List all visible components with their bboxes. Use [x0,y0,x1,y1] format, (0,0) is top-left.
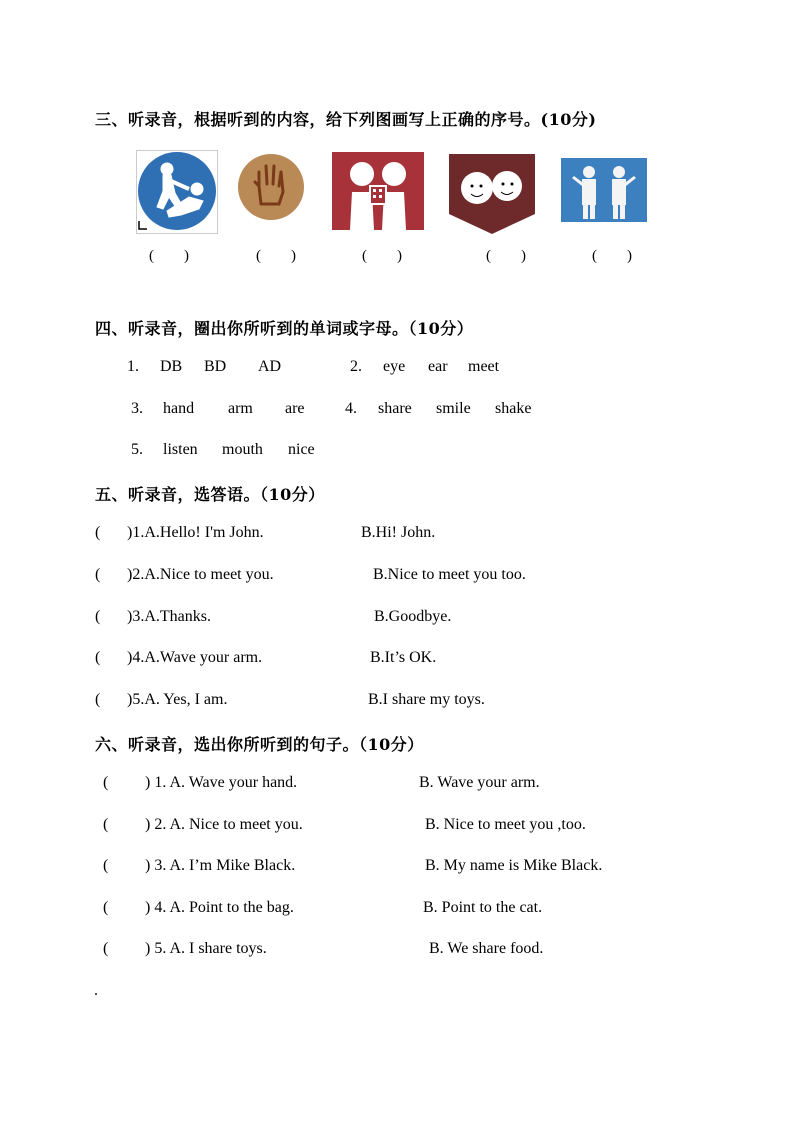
two-men-greeting-icon [561,158,647,222]
word-option[interactable]: nice [288,441,315,458]
raised-hand-icon [237,152,305,222]
word-option[interactable]: mouth [222,441,263,458]
section4-title: 四、听录音，圈出你所听到的单词或字母。（10分） [95,319,474,338]
section6-title: 六、听录音，选出你所听到的句子。（10分） [95,735,424,754]
word-option[interactable]: shake [495,400,532,417]
option-b: B.Hi! John. [361,524,436,541]
option-a: ) 3. A. I’m Mike Black. [145,857,296,874]
sharing-toys-icon [332,152,424,230]
option-b: B. We share food. [429,940,544,957]
option-a: ) 5. A. I share toys. [145,940,267,957]
option-a: )2.A.Nice to meet you. [127,566,274,583]
two-friends-icon [449,154,535,234]
word-option[interactable]: arm [228,400,253,417]
answer-paren[interactable]: ( [103,857,109,874]
word-option[interactable]: share [378,400,412,417]
option-b: B. Wave your arm. [419,774,540,791]
answer-paren[interactable]: ( [95,649,101,666]
option-a: )3.A.Thanks. [127,608,211,625]
answer-blank[interactable]: ( ) [149,248,189,264]
item-number: 4. [345,400,357,417]
option-b: B. Nice to meet you ,too. [425,816,586,833]
word-option[interactable]: BD [204,358,227,375]
item-number: 5. [131,441,143,458]
answer-paren[interactable]: ( [95,608,101,625]
option-a: ) 1. A. Wave your hand. [145,774,298,791]
answer-paren[interactable]: ( [103,899,109,916]
word-option[interactable]: meet [468,358,500,375]
word-option[interactable]: eye [383,358,406,375]
word-option[interactable]: DB [160,358,183,375]
item-number: 1. [127,358,139,375]
answer-paren[interactable]: ( [103,816,109,833]
option-a: )5.A. Yes, I am. [127,691,228,708]
word-option[interactable]: hand [163,400,195,417]
answer-paren[interactable]: ( [95,524,101,541]
item-number: 2. [350,358,362,375]
section3-title: 三、听录音，根据听到的内容，给下列图画写上正确的序号。(10分) [95,110,597,129]
answer-blank[interactable]: ( ) [592,248,632,264]
word-option[interactable]: are [285,400,305,417]
option-a: )1.A.Hello! I'm John. [127,524,264,541]
answer-paren[interactable]: ( [95,566,101,583]
answer-paren[interactable]: ( [95,691,101,708]
word-option[interactable]: ear [428,358,448,375]
answer-blank[interactable]: ( ) [362,248,402,264]
answer-paren[interactable]: ( [103,940,109,957]
option-b: B. Point to the cat. [423,899,543,916]
falling-man-helping-icon [136,150,218,234]
section5-title: 五、听录音，选答语。（10分） [95,485,325,504]
option-b: B.Goodbye. [374,608,452,625]
option-a: ) 2. A. Nice to meet you. [145,816,303,833]
option-a: )4.A.Wave your arm. [127,649,263,666]
option-b: B.I share my toys. [368,691,485,708]
word-option[interactable]: AD [258,358,282,375]
footer-dot: . [94,982,98,999]
option-b: B.Nice to meet you too. [373,566,526,583]
answer-paren[interactable]: ( [103,774,109,791]
word-option[interactable]: listen [163,441,198,458]
item-number: 3. [131,400,143,417]
option-b: B. My name is Mike Black. [425,857,603,874]
answer-blank[interactable]: ( ) [486,248,526,264]
option-a: ) 4. A. Point to the bag. [145,899,294,916]
option-b: B.It’s OK. [370,649,437,666]
answer-blank[interactable]: ( ) [256,248,296,264]
word-option[interactable]: smile [436,400,471,417]
